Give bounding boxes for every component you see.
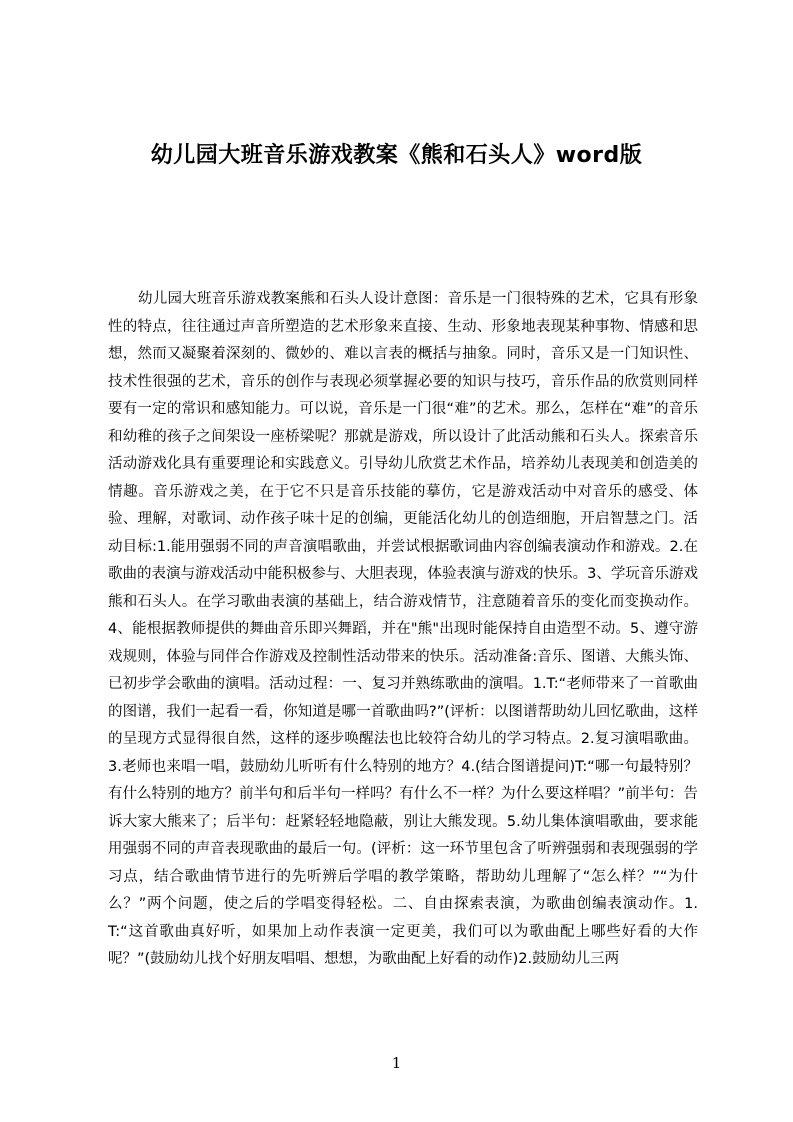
page-number: 1 bbox=[391, 1054, 402, 1072]
body-paragraph: 幼儿园大班音乐游戏教案熊和石头人设计意图：音乐是一门很特殊的艺术，它具有形象性的特点，往往通过声音所塑造的艺术形象来直接、生动、形象地表现某种事物、情感和思想，然而又凝聚着深刻的、微妙的、难以言表的概括与抽象。同时，音乐又是一门知识性、技术性很强的艺术，音乐的创作与表现必须掌握必要的知识与技巧，音乐作品的欣赏则同样要有一定的常识和感知能力。可以说，音乐是一门很“难”的艺术。那么，怎样在“难”的音乐和幼稚的孩子之间架设一座桥梁呢？那就是游戏，所以设计了此活动熊和石头人。探索音乐活动游戏化具有重要理论和实践意义。引导幼儿欣赏艺术作品，培养幼儿表现美和创造美的情趣。音乐游戏之美，在于它不只是音乐技能的摹仿，它是游戏活动中对音乐的感受、体验、理解，对歌词、动作孩子味十足的创编，更能活化幼儿的创造细胞，开启智慧之门。活动目标:1.能用强弱不同的声音演唱歌曲，并尝试根据歌词曲内容创编表演动作和游戏。2.在歌曲的表演与游戏活动中能积极参与、大胆表现，体验表演与游戏的快乐。3、学玩音乐游戏熊和石头人。在学习歌曲表演的基础上，结合游戏情节，注意随着音乐的变化而变换动作。4、能根据教师提供的舞曲音乐即兴舞蹈，并在"熊"出现时能保持自由造型不动。5、遵守游戏规则，体验与同伴合作游戏及控制性活动带来的快乐。活动准备:音乐、图谱、大熊头饰、已初步学会歌曲的演唱。活动过程：一、复习并熟练歌曲的演唱。1.T:“老师带来了一首歌曲的图谱，我们一起看一看，你知道是哪一首歌曲吗?”(评析：以图谱帮助幼儿回忆歌曲，这样的呈现方式显得很自然，这样的逐步唤醒法也比较符合幼儿的学习特点。2.复习演唱歌曲。3.老师也来唱一唱，鼓励幼儿听听有什么特别的地方？4.(结合图谱提问)T:“哪一句最特别？有什么特别的地方？前半句和后半句一样吗？有什么不一样？为什么要这样唱？”前半句：告诉大家大熊来了；后半句：赶紧轻轻地隐蔽，别让大熊发现。5.幼儿集体演唱歌曲，要求能用强弱不同的声音表现歌曲的最后一句。(评析：这一环节里包含了听辨强弱和表现强弱的学习点，结合歌曲情节进行的先听辨后学唱的教学策略，帮助幼儿理解了“怎么样？”“为什么？”两个问题，使之后的学唱变得轻松。二、自由探索表演，为歌曲创编表演动作。1.T:“这首歌曲真好听，如果加上动作表演一定更美，我们可以为歌曲配上哪些好看的大作呢？”(鼓励幼儿找个好朋友唱唱、想想，为歌曲配上好看的动作)2.鼓励幼儿三两 bbox=[108, 291, 698, 967]
document-title: 幼儿园大班音乐游戏教案《熊和石头人》word版 bbox=[150, 143, 643, 168]
